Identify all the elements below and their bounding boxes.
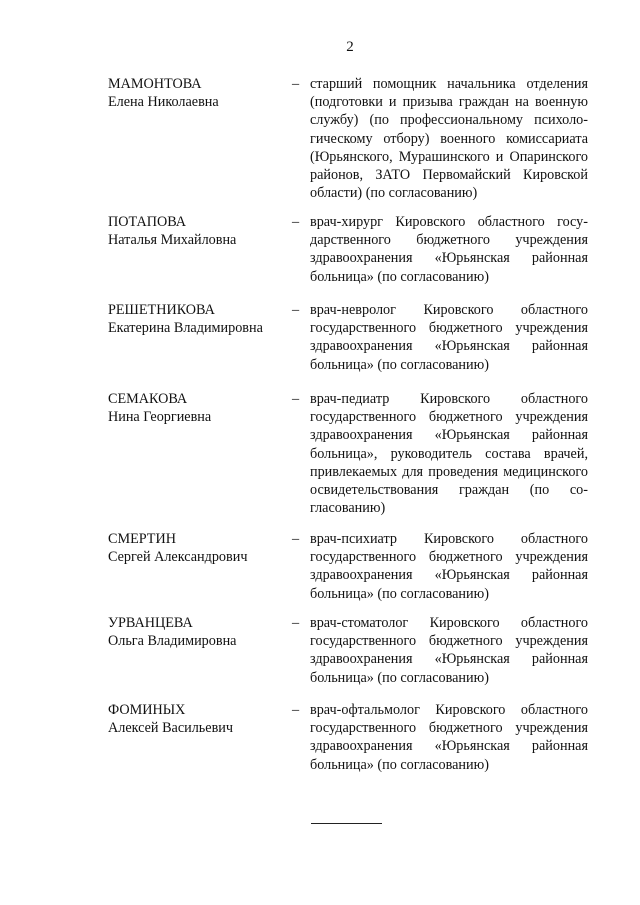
dash-separator: –: [292, 391, 300, 407]
member-name: [108, 530, 278, 566]
member-surname: ПОТАПОВА: [108, 214, 187, 230]
member-name: [108, 75, 278, 111]
member-surname: СМЕРТИН: [108, 531, 176, 547]
page-number: 2: [346, 39, 354, 55]
member-position: врач-психиатр Кировского областного государственного бюджетного учреждения здравоохранения «Юрьянская районная больница» (по согласованию): [310, 531, 588, 602]
member-surname: УРВАНЦЕВА: [108, 615, 193, 631]
member-position: врач-офтальмолог Кировского областного государственного бюджетного учреждения здравоохранения «Юрьянская районная больница» (по согласованию): [310, 702, 588, 773]
member-surname: МАМОНТОВА: [108, 76, 202, 92]
member-position: врач-педиатр Кировского областного государственного бюджетного учреждения здравоохранения «Юрьянская районная больница», руководитель состава врачей, привлекаемых для проведения медицинского освидетельствования граждан (по согласованию): [310, 391, 588, 517]
member-given-name: Екатерина Владимировна: [108, 320, 263, 337]
dash-separator: –: [292, 76, 300, 92]
dash-separator: –: [292, 531, 300, 547]
member-surname: РЕШЕТНИКОВА: [108, 302, 215, 318]
end-of-list-rule: [311, 823, 382, 824]
member-position: врач-невролог Кировского областного государственного бюджетного учреждения здравоохранения «Юрьянская районная больница» (по согласованию): [310, 302, 588, 373]
member-given-name: Алексей Васильевич: [108, 720, 233, 737]
member-name: [108, 213, 278, 249]
member-surname: ФОМИНЫХ: [108, 702, 186, 718]
member-given-name: Нина Георгиевна: [108, 409, 212, 426]
member-name: [108, 301, 278, 337]
member-name: [108, 701, 278, 737]
member-position: врач-стоматолог Кировского областного государственного бюджетного учреждения здравоохранения «Юрьянская районная больница» (по согласованию): [310, 615, 588, 686]
member-position: врач-хирург Кировского областного государственного бюджетного учреждения здравоохранения «Юрьянская районная больница» (по согласованию): [310, 214, 588, 285]
dash-separator: –: [292, 615, 300, 631]
member-given-name: Сергей Александрович: [108, 549, 248, 566]
member-given-name: Наталья Михайловна: [108, 232, 237, 249]
dash-separator: –: [292, 302, 300, 318]
member-position: старший помощник начальника отделения (подготовки и призыва граждан на военную службу) (по профессиональному психологическому отбору) военного комиссариата (Юрьянского, Мурашинского и Опаринского районов, ЗАТО Первомайский Кировской области) (по согласованию): [310, 76, 588, 202]
member-surname: СЕМАКОВА: [108, 391, 188, 407]
dash-separator: –: [292, 702, 300, 718]
dash-separator: –: [292, 214, 300, 230]
member-name: [108, 390, 278, 426]
member-given-name: Елена Николаевна: [108, 94, 219, 111]
member-name: [108, 614, 278, 650]
member-given-name: Ольга Владимировна: [108, 633, 237, 650]
